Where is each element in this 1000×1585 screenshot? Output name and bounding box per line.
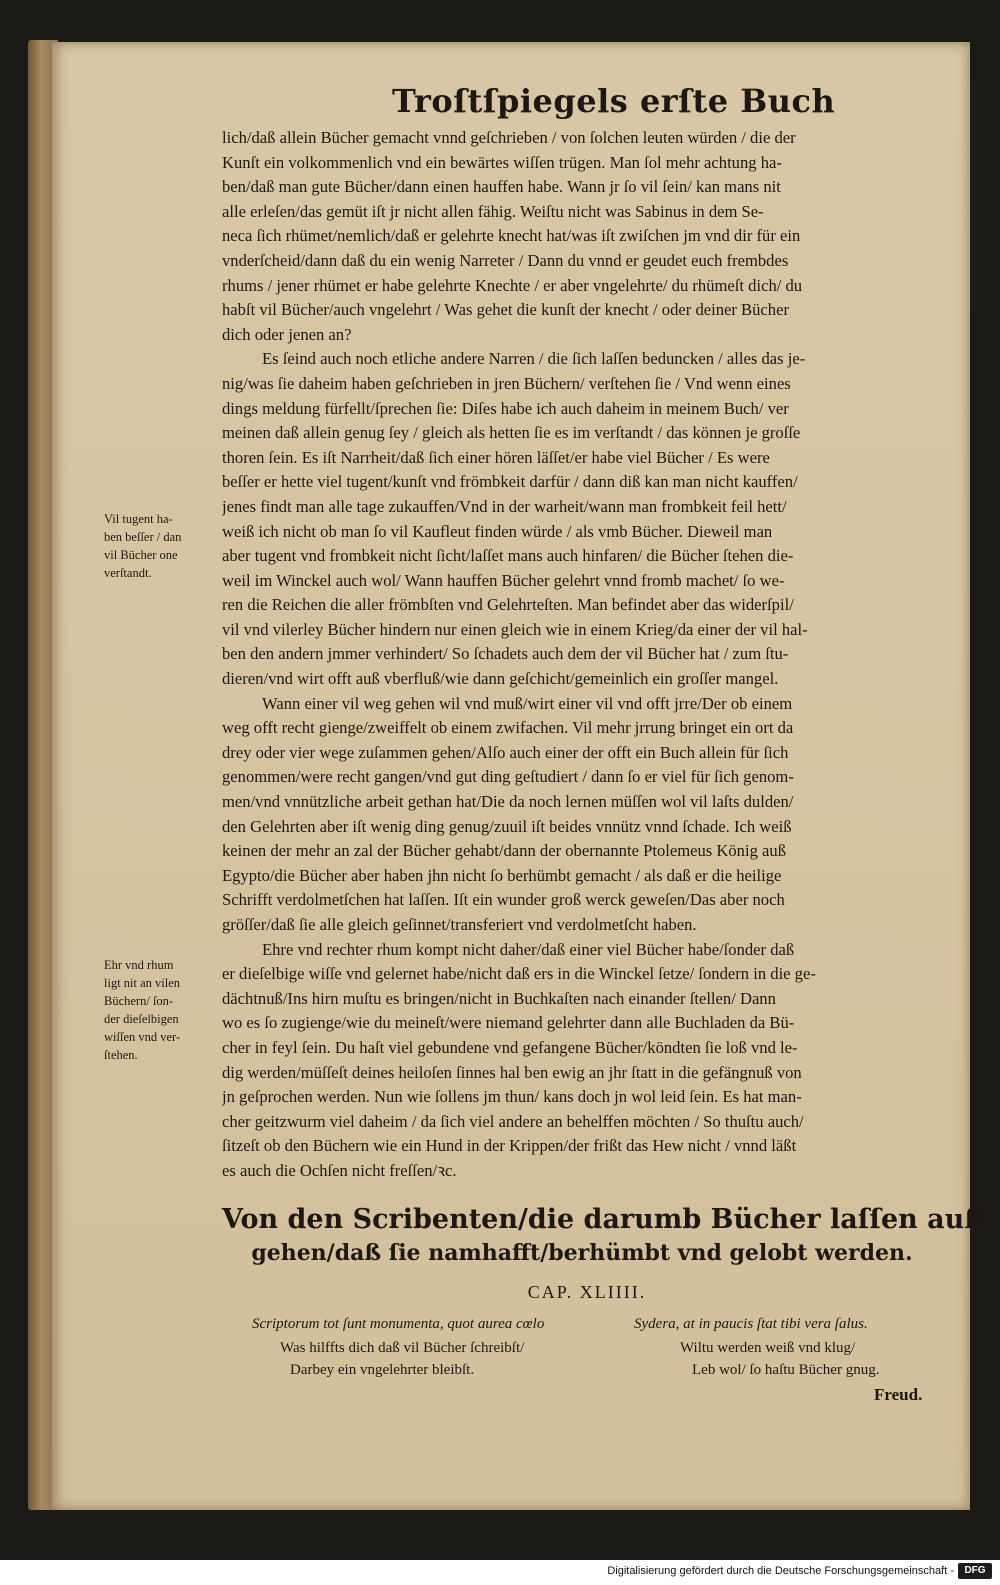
body-line: ſitzeſt ob den Büchern wie ein Hund in der Krippen/der frißt das Hew nicht / vnnd läßt: [222, 1136, 797, 1156]
margin-note-line: ſtehen.: [104, 1048, 138, 1062]
body-line: Egypto/die Bücher aber haben jhn nicht ſo berhümbt gemacht / als daß er die heilige: [222, 865, 782, 885]
margin-note-line: ben beſſer / dan: [104, 530, 182, 544]
body-line: rhums / jener rhümet er habe gelehrte Knechte / er aber vngelehrte/ du rhümeſt dich/ du: [222, 275, 803, 295]
footer: [0, 1560, 1000, 1585]
body-line: alle erleſen/das gemüt iſt jr nicht allen fähig. Weiſtu nicht was Sabinus in dem Se-: [222, 201, 764, 221]
body-line: cher geitzwurm viel daheim / da ſich viel andere an behelffen möchten / So thuſtu auch/: [222, 1111, 804, 1131]
chapter-heading: [222, 1202, 985, 1268]
body-line: ben/daß man gute Bücher/dann einen hauffen habe. Wann jr ſo vil ſein/ kan mans nit: [222, 177, 781, 197]
verse-right-line: Leb wol/ ſo haſtu Bücher gnug.: [692, 1362, 880, 1378]
verse-left-line: Darbey ein vngelehrter bleibſt.: [290, 1362, 475, 1378]
body-line: habſt vil Bücher/auch vngelehrt / Was gehet die kunſt der knecht / oder deiner Bücher: [222, 300, 789, 320]
body-line: ben den andern jmmer verhindert/ So ſchadets auch dem der vil Bücher hat / zum ſtu-: [222, 644, 789, 664]
body-line: beſſer er hette viel tugent/kunſt vnd frömbkeit darfür / dann diß kan man nicht kauffen/: [222, 472, 798, 492]
margin-note-virtue: [104, 510, 226, 582]
body-line: genommen/were recht gangen/vnd gut ding geſtudiert / dann ſo er viel für ſich genom-: [222, 767, 794, 787]
margin-note-line: verſtandt.: [104, 566, 152, 580]
running-head: Troſtſpiegels erſte Buch: [392, 82, 836, 120]
margin-note-line: ligt nit an vilen: [104, 976, 181, 990]
body-line: thoren ſein. Es iſt Narrheit/daß ſich einer hören läſſet/er habe viel Bücher / Es were: [222, 447, 770, 467]
book-page: [52, 42, 985, 1510]
body-line: meinen daß allein genug ſey / gleich als hetten ſie es im verſtandt / das können je groſſe: [222, 423, 801, 443]
body-line: men/vnd vnnützliche arbeit gethan hat/Die da noch lernen müſſen wol vil laſts dulden/: [222, 792, 794, 812]
body-line: keinen der mehr an zal der Bücher gehabt/dann der obernannte Ptolemeus König auß: [222, 841, 786, 861]
body-line: weil im Winckel auch wol/ Wann hauffen Bücher gelehrt vnnd fromb machet/ ſo we-: [222, 570, 785, 590]
verse-right-line: Wiltu werden weiß vnd klug/: [680, 1340, 856, 1356]
verse-author: Freud.: [874, 1385, 923, 1404]
margin-note-line: Ehr vnd rhum: [104, 958, 174, 972]
body-line: ren die Reichen die aller frömbſten vnd Gelehrteſten. Man befindet aber das widerſpil/: [222, 595, 794, 615]
body-line: weiß ich nicht ob man ſo vil Kaufleut finden würde / als vmb Bücher. Dieweil man: [222, 521, 773, 541]
chapter-heading-line: Von den Scribenten/die darumb Bücher laſſen auß: [222, 1204, 985, 1235]
body-line: nig/was ſie daheim haben geſchrieben in jren Büchern/ verſtehen ſie / Vnd wenn eines: [222, 373, 791, 393]
body-line: Schrifft verdolmetſchen hat laſſen. Iſt ein wunder groß werck geweſen/Das aber noch: [222, 890, 785, 910]
body-line: den Gelehrten aber iſt wenig ding genug/zuuil iſt beides vnnütz vnnd ſchade. Ich weiß: [222, 816, 792, 836]
margin-note-line: vil Bücher one: [104, 548, 178, 562]
body-line: jenes findt man alle tage zukauffen/Vnd in der warheit/wann man frombkeit feil hett/: [222, 496, 787, 516]
margin-note-line: Büchern/ ſon-: [104, 994, 174, 1008]
chapter-number: CAP. XLIIII.: [527, 1282, 647, 1302]
body-line: weg offt recht gienge/zweiffelt ob einem zwifachen. Vil mehr jrrung bringet ein ort da: [222, 718, 794, 738]
margin-note-honor: [104, 956, 226, 1064]
dfg-logo: DFG: [958, 1563, 992, 1579]
margin-note-line: Vil tugent ha-: [104, 512, 173, 526]
body-line: dich oder jenen an?: [222, 324, 352, 344]
body-line: dieren/vnd wirt offt auß vberfluß/wie dann geſchicht/gemeinlich ein groſſer mangel.: [222, 669, 779, 689]
body-line: Ehre vnd rechter rhum kompt nicht daher/daß einer viel Bücher habe/ſonder daß: [262, 939, 795, 959]
body-line: jn geſprochen werden. Nun wie ſollens jm thun/ kans doch jn wol leid ſein. Es hat man-: [222, 1087, 802, 1107]
body-line: drey oder vier wege zuſammen gehen/Alſo auch einer der offt ein Buch allein für ſich: [222, 742, 789, 762]
body-line: er dieſelbige wiſſe vnd gelernet habe/nicht daß ers in die Winckel ſetze/ ſondern in die ge-: [222, 964, 816, 984]
body-line: es auch die Ochſen nicht freſſen/ꝛc.: [222, 1160, 457, 1180]
footer-credit: Digitalisierung gefördert durch die Deutsche Forschungsgemeinschaft -: [607, 1565, 954, 1577]
body-line: dings meldung fürfellt/ſprechen ſie: Diſes habe ich auch daheim in meinem Buch/ ver: [222, 398, 789, 418]
verse-left-line: Was hilffts dich daß vil Bücher ſchreibſt/: [280, 1340, 525, 1356]
body-line: cher in feyl ſein. Du haſt viel gebundene vnd gefangene Bücher/köndten ſie loß vnd le-: [222, 1037, 798, 1057]
margin-note-line: der dieſelbigen: [104, 1012, 179, 1026]
body-text: [222, 126, 934, 1184]
body-line: Kunſt ein volkommenlich vnd ein bewärtes wiſſen trügen. Man ſol mehr achtung ha-: [222, 152, 782, 172]
body-line: vnderſcheid/dann daß du ein wenig Narreter / Dann du vnnd er geudet euch frembdes: [222, 250, 789, 270]
verse-latin-right: Sydera, at in paucis ſtat tibi vera ſalus.: [634, 1316, 868, 1332]
body-line: aber tugent vnd frombkeit nicht ſicht/laſſet mans auch hinfaren/ die Bücher ſtehen die-: [222, 546, 794, 566]
body-line: neca ſich rhümet/nemlich/daß er gelehrte knecht hat/was iſt zwiſchen jm vnd dir für ein: [222, 226, 801, 246]
body-line: vil vnd vilerley Bücher hindern nur einen gleich wie in einem Krieg/da einer der vil hal-: [222, 619, 808, 639]
body-line: wo es ſo zugienge/wie du meineſt/were niemand gelehrter dann alle Buchladen da Bü-: [222, 1013, 795, 1033]
chapter-heading-line: gehen/daß ſie namhafft/berhümbt vnd gelobt werden.: [251, 1240, 913, 1266]
body-line: Wann einer vil weg gehen wil vnd muß/wirt einer vil vnd offt jrre/Der ob einem: [262, 693, 793, 713]
verse-latin-left: Scriptorum tot ſunt monumenta, quot aurea cœlo: [252, 1316, 545, 1332]
body-line: dächtnuß/Ins hirn muſtu es bringen/nicht in Buchkaſten nach einander ſtellen/ Dann: [222, 988, 776, 1008]
body-line: Es ſeind auch noch etliche andere Narren / die ſich laſſen beduncken / alles das je-: [262, 349, 806, 369]
body-line: lich/daß allein Bücher gemacht vnnd geſchrieben / von ſolchen leuten würden / die der: [222, 128, 796, 147]
margin-note-line: wiſſen vnd ver-: [104, 1030, 181, 1044]
body-line: dig werden/müſſeſt deines heiloſen ſinnes hal ben ewig an jhr ſtatt in die gefängnuß von: [222, 1062, 802, 1082]
body-line: gröſſer/daß ſie alle gleich geſinnet/transferiert vnd verdolmetſcht haben.: [222, 915, 697, 934]
